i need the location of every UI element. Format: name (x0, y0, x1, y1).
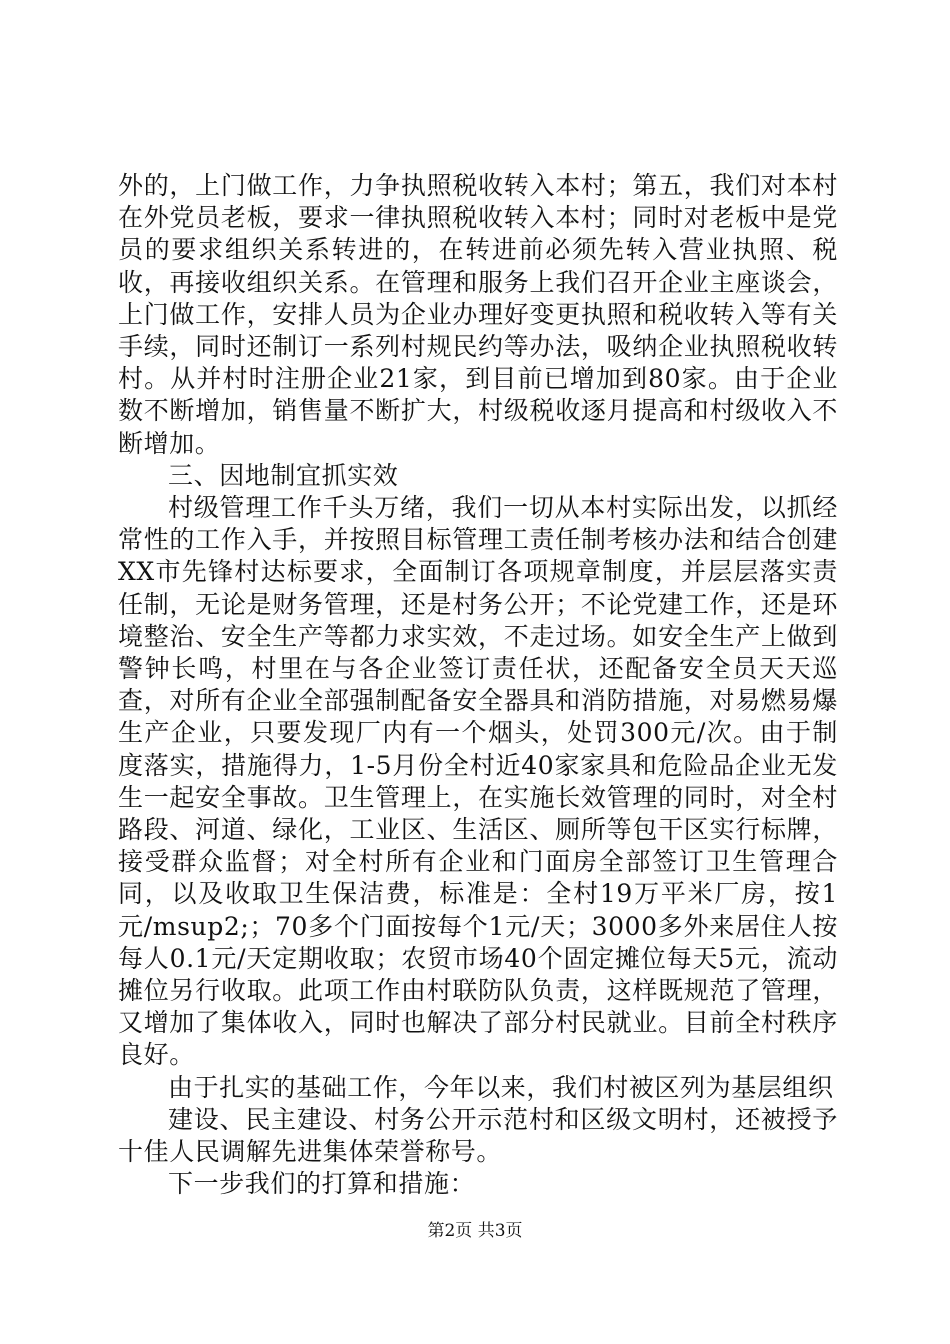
paragraph-management: 村级管理工作千头万绪，我们一切从本村实际出发，以抓经常性的工作入手，并按照目标管理工责任制考核办法和结合创建XX市先锋村达标要求，全面制订各项规章制度，并层层落实责任制，无论是财务管理，还是村务公开；不论党建工作，还是环境整治、安全生产等都力求实效，不走过场。如安全生产上做到警钟长鸣，村里在与各企业签订责任状，还配备安全员天天巡查，对所有企业全部强制配备安全器具和消防措施，对易燃易爆生产企业，只要发现厂内有一个烟头，处罚300元/次。由于制度落实，措施得力，1-5月份全村近40家家具和危险品企业无发生一起安全事故。卫生管理上，在实施长效管理的同时，对全村路段、河道、绿化，工业区、生活区、厕所等包干区实行标牌，接受群众监督；对全村所有企业和门面房全部签订卫生管理合同，以及收取卫生保洁费，标准是：全村19万平米厂房，按1元/msup2;；70多个门面按每个1元/天；3000多外来居住人按每人0.1元/天定期收取；农贸市场40个固定摊位每天5元，流动摊位另行收取。此项工作由村联防队负责，这样既规范了管理，又增加了集体收入，同时也解决了部分村民就业。目前全村秩序良好。 (118, 493, 838, 1070)
document-body (118, 170, 838, 1201)
paragraph-honors: 建设、民主建设、村务公开示范村和区级文明村，还被授予十佳人民调解先进集体荣誉称号。 (118, 1104, 838, 1167)
section-heading: 三、因地制宜抓实效 (168, 460, 399, 490)
paragraph-results: 由于扎实的基础工作，今年以来，我们村被区列为基层组织 (168, 1072, 834, 1102)
paragraph-continuation: 外的，上门做工作，力争执照税收转入本村；第五，我们对本村在外党员老板，要求一律执照税收转入本村；同时对老板中是党员的要求组织关系转进的，在转进前必须先转入营业执照、税收，再接收组织关系。在管理和服务上我们召开企业主座谈会，上门做工作，安排人员为企业办理好变更执照和税收转入等有关手续，同时还制订一系列村规民约等办法，吸纳企业执照税收转村。从并村时注册企业21家，到目前已增加到80家。由于企业数不断增加，销售量不断扩大，村级税收逐月提高和村级收入不断增加。 (118, 171, 838, 458)
page-footer: 第2页 共3页 (427, 1221, 523, 1241)
paragraph-next-steps: 下一步我们的打算和措施： (168, 1169, 476, 1199)
